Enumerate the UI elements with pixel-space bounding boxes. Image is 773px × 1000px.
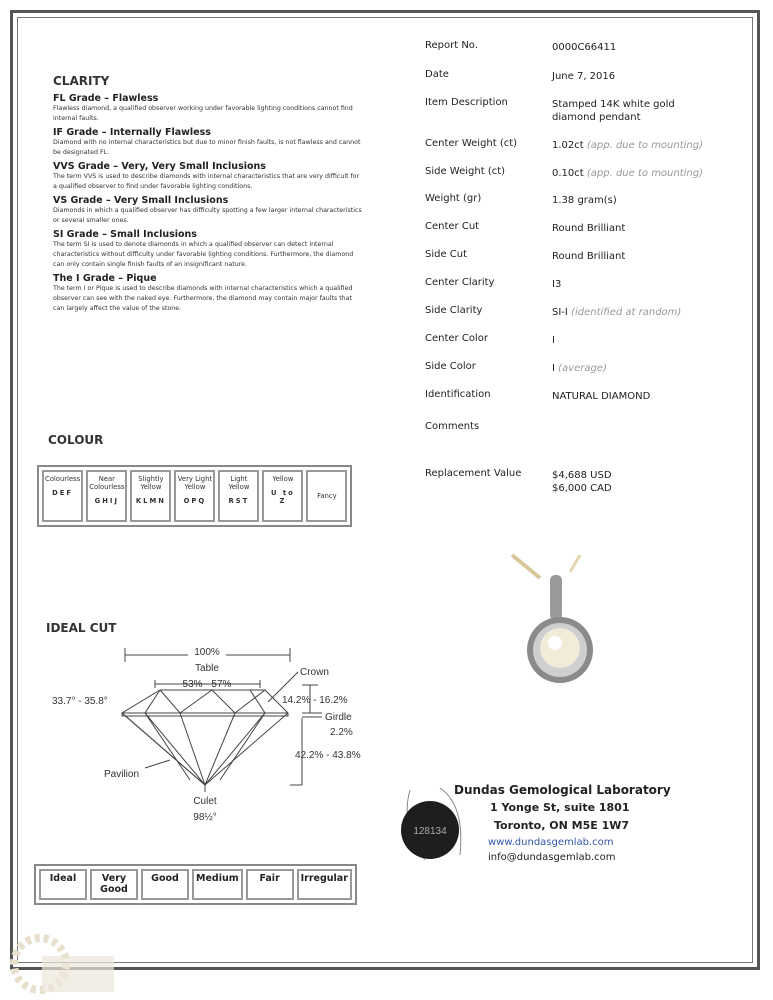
report-label: Side Weight (ct) xyxy=(425,166,506,177)
cut-grade-label: Good xyxy=(151,873,179,884)
value-text: 0.10ct xyxy=(552,168,584,179)
table-label: Table xyxy=(195,663,219,674)
report-label: Item Description xyxy=(425,97,508,108)
culet-pct: 98½° xyxy=(193,812,217,823)
colour-letters: GHIJ xyxy=(94,497,119,505)
ideal-cut-diagram xyxy=(40,640,370,830)
pendant-photo xyxy=(500,550,630,695)
pavilion-label: Pavilion xyxy=(104,769,140,780)
value-text: NATURAL DIAMOND xyxy=(552,391,651,402)
grade-description: The term SI is used to denote diamonds in which a qualified observer can detect internal characteristics without difficulty under favorable lighting conditions. Furthermore, the diamond can only contain single finish faults of an insignificant nature. xyxy=(53,241,354,268)
report-value xyxy=(552,334,692,347)
grade-description: The term I or Pique is used to describe diamonds with internal characteristics which a qualified observer can see with the naked eye. Furthermore, the diamond may contain major faults that can largely affect the value of the stone. xyxy=(53,285,353,312)
culet-label: Culet xyxy=(193,796,217,807)
colour-cell xyxy=(218,470,259,522)
cut-grade-cell xyxy=(141,869,189,900)
value-text: $4,688 USD xyxy=(552,470,612,481)
grade-description: Diamonds in which a qualified observer has difficulty spotting a few larger internal characteristics or several smaller ones. xyxy=(53,207,362,224)
width-label: 100% xyxy=(194,647,220,658)
watermark-logo xyxy=(8,928,118,996)
value-text-2: $6,000 CAD xyxy=(552,483,612,494)
report-label: Center Weight (ct) xyxy=(425,138,518,149)
colour-letters: KLMN xyxy=(135,497,166,505)
lab-website-link[interactable]: www.dundasgemlab.com xyxy=(488,837,614,848)
value-text: Stamped 14K white gold diamond pendant xyxy=(552,99,675,123)
report-value xyxy=(552,41,692,54)
colour-name: Near Colourless xyxy=(89,475,125,491)
grade-heading: FL Grade – Flawless xyxy=(53,93,159,104)
colour-name: Yellow xyxy=(272,475,294,483)
grade-description: Diamond with no internal characteristics but due to minor finish faults, is not flawless and cannot be designated FL. xyxy=(53,139,361,156)
clarity-grade xyxy=(53,273,363,314)
report-label: Side Cut xyxy=(425,249,468,260)
report-label: Center Color xyxy=(425,333,488,344)
colour-cell xyxy=(130,470,171,522)
cut-grade-label: Very Good xyxy=(100,873,128,895)
report-label: Replacement Value xyxy=(425,468,522,479)
value-text: I3 xyxy=(552,279,562,290)
clarity-grade xyxy=(53,195,363,226)
value-note: (app. due to mounting) xyxy=(586,168,704,179)
grade-heading: IF Grade – Internally Flawless xyxy=(53,127,211,138)
report-value xyxy=(552,167,752,180)
colour-letters: OPQ xyxy=(183,497,207,505)
crown-pct: 14.2% - 16.2% xyxy=(282,695,348,706)
clarity-grade xyxy=(53,161,363,192)
value-text: 1.02ct xyxy=(552,140,584,151)
clarity-grade xyxy=(53,93,363,124)
cut-grade-label: Irregular xyxy=(300,873,348,884)
grade-heading: The I Grade – Pique xyxy=(53,273,157,284)
value-note: (app. due to mounting) xyxy=(586,140,704,151)
report-label: Date xyxy=(425,69,449,80)
girdle-label: Girdle xyxy=(325,712,352,723)
report-label: Side Clarity xyxy=(425,305,483,316)
report-label: Comments xyxy=(425,421,480,432)
grade-description: Flawless diamond, a qualified observer working under favorable lighting conditions cannot find internal faults. xyxy=(53,105,353,122)
clarity-grade xyxy=(53,127,363,158)
report-value xyxy=(552,306,752,319)
lab-address2: Toronto, ON M5E 1W7 xyxy=(494,819,630,832)
report-value xyxy=(552,98,692,124)
cut-grade-cell xyxy=(90,869,138,900)
colour-title: COLOUR xyxy=(48,433,104,447)
cut-grade-cell xyxy=(39,869,87,900)
value-note: (identified at random) xyxy=(571,307,682,318)
crown-angle: 33.7° - 35.8° xyxy=(52,696,108,707)
report-value xyxy=(552,70,692,83)
clarity-grade xyxy=(53,229,363,270)
grade-heading: VS Grade – Very Small Inclusions xyxy=(53,195,229,206)
grade-heading: SI Grade – Small Inclusions xyxy=(53,229,197,240)
report-label: Side Color xyxy=(425,361,476,372)
colour-name: Light Yellow xyxy=(228,475,250,491)
cut-grade-label: Ideal xyxy=(49,873,77,884)
colour-cell xyxy=(262,470,303,522)
lab-seal xyxy=(395,785,470,870)
cut-grade-label: Fair xyxy=(259,873,280,884)
clarity-title: CLARITY xyxy=(53,74,110,88)
ideal-cut-title: IDEAL CUT xyxy=(46,621,117,635)
report-label: Center Clarity xyxy=(425,277,495,288)
report-value xyxy=(552,194,692,207)
grade-description: The term VVS is used to describe diamonds with internal characteristics that are very difficult for a qualified observer to find under favorable lighting conditions. xyxy=(53,173,360,190)
colour-name: Very Light Yellow xyxy=(177,475,213,491)
lab-address1: 1 Yonge St, suite 1801 xyxy=(490,801,630,814)
table-pct: 53% - 57% xyxy=(182,679,232,690)
colour-cell xyxy=(42,470,83,522)
report-value xyxy=(552,362,752,375)
report-label: Center Cut xyxy=(425,221,480,232)
cut-grade-cell xyxy=(246,869,294,900)
value-text: Round Brilliant xyxy=(552,223,626,234)
report-label: Identification xyxy=(425,389,491,400)
value-text: Round Brilliant xyxy=(552,251,626,262)
colour-name: Colourless xyxy=(45,475,81,483)
lab-email: info@dundasgemlab.com xyxy=(488,852,616,863)
colour-scale-table xyxy=(37,465,352,527)
colour-cell xyxy=(174,470,215,522)
seal-number: 128134 xyxy=(413,826,447,837)
report-value xyxy=(552,222,692,235)
report-value xyxy=(552,250,692,263)
girdle-pct: 2.2% xyxy=(330,727,353,738)
value-text: June 7, 2016 xyxy=(552,71,616,82)
cut-grade-cell xyxy=(297,869,352,900)
grade-heading: VVS Grade – Very, Very Small Inclusions xyxy=(53,161,266,172)
report-value xyxy=(552,390,692,403)
value-text: SI-I xyxy=(552,307,568,318)
crown-label: Crown xyxy=(300,667,329,678)
colour-name: Fancy xyxy=(317,492,337,500)
report-value xyxy=(552,469,692,495)
report-value xyxy=(552,139,752,152)
colour-cell xyxy=(86,470,127,522)
colour-letters: DEF xyxy=(52,489,74,497)
report-label: Weight (gr) xyxy=(425,193,482,204)
clarity-grades xyxy=(53,93,363,317)
pavilion-pct: 42.2% - 43.8% xyxy=(295,750,361,761)
cut-grade-table xyxy=(34,864,357,905)
value-text: I xyxy=(552,363,555,374)
colour-cell xyxy=(306,470,347,522)
lab-name: Dundas Gemological Laboratory xyxy=(454,783,671,797)
report-value xyxy=(552,278,692,291)
colour-letters: U to Z xyxy=(271,489,295,505)
cut-grade-label: Medium xyxy=(196,873,239,884)
cut-grade-cell xyxy=(192,869,243,900)
report-label: Report No. xyxy=(425,40,478,51)
value-text: 0000C66411 xyxy=(552,42,617,53)
value-note: (average) xyxy=(558,363,607,374)
value-text: 1.38 gram(s) xyxy=(552,195,617,206)
colour-letters: RST xyxy=(228,497,250,505)
value-text: I xyxy=(552,335,555,346)
colour-name: Slightly Yellow xyxy=(138,475,164,491)
